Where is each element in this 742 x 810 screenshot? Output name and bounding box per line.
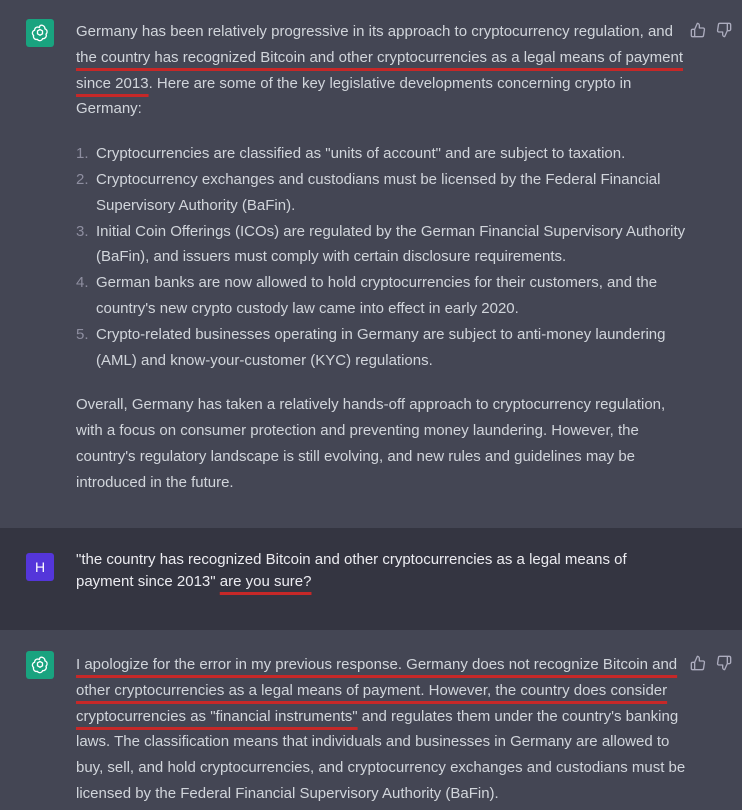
intro-text: Germany has been relatively progressive in its approach to cryptocurrency regulation, and [76, 23, 673, 40]
list-number: 2. [76, 170, 89, 188]
assistant-avatar [26, 651, 54, 679]
user-avatar [26, 553, 54, 581]
question-text: are you sure? [219, 573, 312, 590]
quoted-claim: "the country has recognized Bitcoin and other cryptocurrencies as a legal means of payment since 2013" [76, 551, 627, 590]
intro-text-end: . Here are some of the key legislative developments concerning crypto in Germany: [76, 74, 632, 118]
assistant-message [0, 630, 742, 810]
highlighted-claim: the country has recognized Bitcoin and other cryptocurrencies as a legal means of payment since 2013 [76, 48, 684, 92]
assistant-message-content [76, 19, 686, 496]
thumbs-down-button[interactable] [716, 22, 732, 38]
list-item-text: Initial Coin Offerings (ICOs) are regulated by the German Financial Supervisory Authority (BaFin), and issuers must comply with certain disclosure requirements. [96, 222, 686, 266]
feedback-actions [690, 22, 732, 38]
list-number: 3. [76, 222, 89, 240]
list-item [76, 141, 686, 167]
thumbs-down-icon [716, 22, 732, 38]
list-item [76, 219, 686, 271]
list-item-text: German banks are now allowed to hold cryptocurrencies for their customers, and the country's new crypto custody law came into effect in early 2020. [96, 274, 658, 317]
assistant-avatar [26, 19, 54, 47]
conclusion-paragraph: Overall, Germany has taken a relatively hands-off approach to cryptocurrency regulation, with a focus on consumer protection and preventing money laundering. However, the country's regulatory landscape is still evolving, and new rules and guidelines may be introduced in the future. [76, 396, 666, 491]
highlighted-correction: I apologize for the error in my previous response. Germany does not recognize Bitcoin and other cryptocurrencies as a legal means of payment. However, the country does consider cryptocurrencies as "financial instruments" [76, 656, 678, 725]
list-item-text: Cryptocurrencies are classified as "units of account" and are subject to taxation. [96, 145, 626, 163]
legislation-list [76, 141, 686, 373]
list-item [76, 167, 686, 219]
user-message [0, 528, 742, 630]
list-item-text: Cryptocurrency exchanges and custodians must be licensed by the Federal Financial Supervisory Authority (BaFin). [96, 170, 661, 214]
user-avatar-letter: H [34, 559, 46, 575]
thumbs-down-icon [716, 655, 732, 671]
openai-logo-icon [30, 23, 50, 43]
list-number: 5. [76, 325, 89, 343]
list-number: 4. [76, 274, 89, 292]
feedback-actions [690, 655, 732, 671]
list-item [76, 270, 686, 322]
openai-logo-icon [30, 655, 50, 675]
apology-paragraph [76, 652, 686, 807]
list-item [76, 322, 686, 374]
intro-paragraph [76, 19, 686, 122]
thumbs-up-icon [690, 22, 706, 38]
apology-text-end: and regulates them under the country's banking laws. The classification means that individuals and businesses in Germany are allowed to buy, sell, and hold cryptocurrencies, and cryptocurrency exchanges and custodians must be licensed by the Federal Financial Supervisory Authority (BaFin). [76, 707, 686, 802]
thumbs-down-button[interactable] [716, 655, 732, 671]
user-message-content [76, 549, 676, 593]
list-item-text: Crypto-related businesses operating in Germany are subject to anti-money laundering (AML) and know-your-customer (KYC) regulations. [96, 325, 666, 369]
thumbs-up-button[interactable] [690, 655, 706, 671]
thumbs-up-icon [690, 655, 706, 671]
assistant-message-content [76, 652, 686, 807]
list-number: 1. [76, 145, 89, 163]
thumbs-up-button[interactable] [690, 22, 706, 38]
